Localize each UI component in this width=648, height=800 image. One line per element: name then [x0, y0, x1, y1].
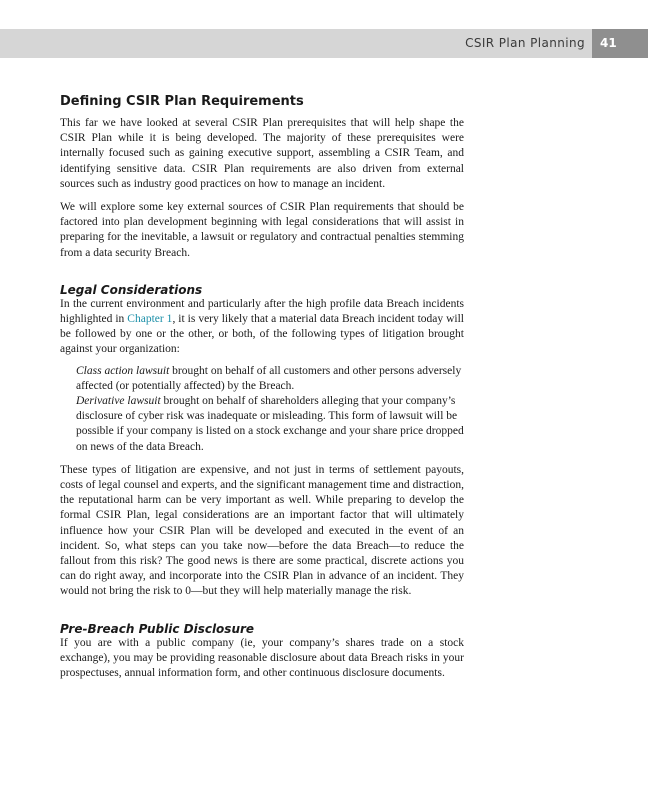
paragraph: These types of litigation are expensive, and not just in terms of settlement payouts, costs of legal counsel and experts, and the significant management time and distraction, the reputational harm can be very important as well. While preparing to develop the formal CSIR Plan, legal considerations are an important factor that will ultimately influence how your CSIR Plan will be developed and executed in the event of an incident. So, what steps can you take now—before the data Breach—to reduce the fallout from this risk? The good news is there are some practical, discrete actions you can do right away, and incorporate into the CSIR Plan in advance of an incident. They would not bring the risk to 0—but they will help materially manage the risk.	[60, 463, 464, 598]
litigation-list	[76, 364, 464, 455]
paragraph: If you are with a public company (ie, your company’s shares trade on a stock exchange), you may be providing reasonable disclosure about data Breach risks in your prospectuses, annual information form, and other continuous disclosure documents.	[60, 636, 464, 680]
page-body	[60, 94, 464, 681]
paragraph: This far we have looked at several CSIR Plan prerequisites that will help shape the CSIR Plan while it is being developed. The majority of these prerequisites were internally focused such as gaining executive support, assembling a CSIR Team, and identifying sensitive data. CSIR Plan requirements are also driven from external sources such as industry good practices on how to manage an incident.	[60, 117, 464, 190]
list-item-term: Derivative lawsuit	[76, 395, 161, 408]
list-item	[76, 394, 464, 455]
section-heading-legal-considerations: Legal Considerations	[60, 282, 203, 297]
paragraph-text: , it is very likely that a material data Breach incident today will be followed by one or the other, or both, of the following types of litigation brought against your organization:	[60, 313, 464, 356]
list-item-text: brought on behalf of shareholders alleging that your company’s disclosure of cyber risk was inadequate or misleading. This form of lawsuit will be possible if your company is listed on a stock exchange and your share price dropped on news of the data Breach.	[76, 395, 464, 453]
running-header	[0, 29, 648, 58]
section-heading-pre-breach-disclosure: Pre-Breach Public Disclosure	[60, 621, 255, 636]
paragraph-text: In the current environment and particularly after the high profile data Breach incidents highlighted in	[60, 297, 464, 326]
page-number: 41	[592, 29, 648, 58]
list-item-text: brought on behalf of all customers and other persons adversely affected (or potentially affected) by the Breach.	[76, 364, 462, 392]
chapter-link[interactable]: Chapter 1	[127, 313, 173, 326]
running-title: CSIR Plan Planning	[465, 36, 585, 50]
paragraph: We will explore some key external sources of CSIR Plan requirements that should be factored into plan development beginning with legal considerations that will assist in preparing for the inevitable, a lawsuit or regulatory and contractual penalties stemming from a data security Breach.	[60, 201, 464, 259]
paragraph	[60, 297, 464, 358]
list-item-term: Class action lawsuit	[76, 364, 170, 377]
list-item	[76, 364, 464, 394]
section-heading-defining-requirements: Defining CSIR Plan Requirements	[60, 94, 304, 109]
